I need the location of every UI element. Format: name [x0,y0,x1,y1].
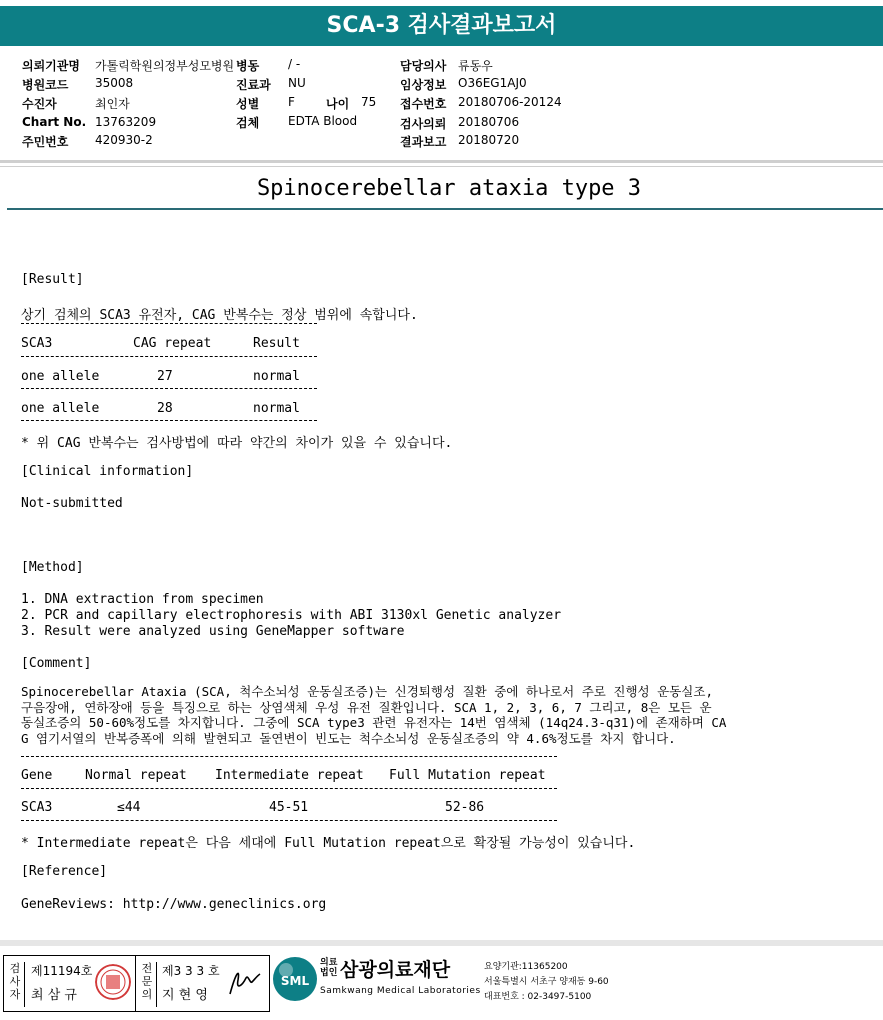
receipt-value: 20180706-20124 [458,95,562,109]
org-prefix-top: 의료 [320,958,338,968]
comment-line: G 염기서열의 반복증폭에 의해 발현되고 돌연변이 빈도는 척수소뇌성 운동실조증의 약 4.6%정도를 차지 합니다. [21,730,676,746]
method-step: 3. Result were analyzed using GeneMapper software [21,624,405,639]
comment-heading: [Comment] [21,656,92,671]
method-step: 1. DNA extraction from specimen [21,592,264,607]
sex-value: F [288,95,295,109]
hospital-code-label: 병원코드 [22,78,69,92]
column-header: CAG repeat [133,336,212,351]
tester-label: 검사자 [9,962,21,1001]
request-date-value: 20180706 [458,115,520,129]
patient-header [0,46,883,160]
department-value: NU [288,76,306,90]
divider [21,323,317,324]
department-label: 진료과 [236,78,271,92]
clinical-heading: [Clinical information] [21,464,194,479]
logo-text: SML [280,974,310,988]
divider [21,420,317,421]
clinical-info-label: 임상정보 [400,78,447,92]
reference-heading: [Reference] [21,864,108,879]
doctor-vertical-label [138,962,157,1007]
divider [21,788,557,789]
chart-value: 13763209 [95,115,157,129]
age-label: 나이 [326,97,350,111]
column-header: Gene [21,768,53,783]
tester-seal-icon [95,964,131,1000]
box-divider [135,956,136,1011]
institution-value: 가톨릭학원의정부성모병원 [95,59,235,73]
table-cell: one allele [21,369,100,384]
resident-id-value: 420930-2 [95,133,153,147]
org-prefix-bottom: 법인 [320,968,338,978]
doctor-license: 제3 3 3 호 [162,964,220,978]
footer-divider [0,940,883,946]
table-cell: normal [253,369,300,384]
patient-value: 최인자 [95,97,130,111]
report-date-label: 결과보고 [400,135,447,149]
table-cell: ≤44 [117,800,141,815]
specimen-label: 검체 [236,116,260,130]
doctor-signature-icon [224,962,264,1002]
ward-label: 병동 [236,59,260,73]
org-name-en: Samkwang Medical Laboratories [320,986,481,996]
receipt-label: 접수번호 [400,97,447,111]
method-heading: [Method] [21,560,84,575]
column-header: Result [253,336,300,351]
table-cell: 45-51 [269,800,309,815]
tester-vertical-label [6,962,25,1007]
tester-name: 최 삼 규 [31,988,77,1003]
org-phone: 대표번호 : 02-3497-5100 [484,992,592,1002]
report-title: SCA-3 검사결과보고서 [0,6,883,46]
org-code: 요양기관:11365200 [484,962,568,972]
divider [21,756,557,757]
clinical-text: Not-submitted [21,496,123,511]
patient-label: 수진자 [22,97,57,111]
divider [21,388,317,389]
column-header: Normal repeat [85,768,187,783]
column-header: Full Mutation repeat [389,768,546,783]
comment-line: 동실조증의 50-60%정도를 차지합니다. 그중에 SCA type3 관련 유전자는 14번 염색체 (14q24.3-q31)에 존재하며 CA [21,715,727,730]
doctor-sign-label: 전문의 [141,962,153,1001]
column-header: SCA3 [21,336,53,351]
ward-value: / - [288,57,301,71]
request-date-label: 검사의뢰 [400,117,447,131]
test-title: Spinocerebellar ataxia type 3 [256,176,642,201]
age-value: 75 [361,95,377,109]
hospital-code-value: 35008 [95,76,134,90]
divider [21,820,557,821]
chart-label: Chart No. [22,115,87,129]
result-summary: 상기 검체의 SCA3 유전자, CAG 반복수는 정상 범위에 속합니다. [21,308,418,323]
comment-line: Spinocerebellar Ataxia (SCA, 척수소뇌성 운동실조증)는 신경퇴행성 질환 중에 하나로서 주로 진행성 운동실조, [21,684,713,699]
report-date-value: 20180720 [458,133,520,147]
table-cell: 52-86 [445,800,485,815]
doctor-name: 지 현 영 [162,988,208,1003]
tester-license: 제11194호 [31,964,93,978]
institution-label: 의뢰기관명 [22,59,80,73]
org-prefix [320,958,337,978]
org-address: 서울특별시 서초구 양재동 9-60 [484,977,609,987]
org-name: 삼광의료재단 [340,959,451,981]
doctor-value: 류동우 [458,59,493,73]
sex-label: 성별 [236,97,260,111]
doctor-label: 담당의사 [400,59,447,73]
header-divider [0,160,883,163]
comment-paragraph [21,684,873,746]
title-underline [7,208,883,210]
table-cell: 28 [157,401,173,416]
table-cell: one allele [21,401,100,416]
resident-id-label: 주민번호 [22,135,69,149]
header-divider-thin [0,166,883,167]
result-note: * 위 CAG 반복수는 검사방법에 따라 약간의 차이가 있을 수 있습니다. [21,436,453,451]
method-step: 2. PCR and capillary electrophoresis with ABI 3130xl Genetic analyzer [21,608,562,623]
table-cell: normal [253,401,300,416]
signature-box [3,955,270,1012]
comment-line: 구음장애, 연하장애 등을 특징으로 하는 상염색체 우성 유전 질환입니다. SCA 1, 2, 3, 6, 7 그리고, 8은 모든 운 [21,699,712,715]
table-cell: 27 [157,369,173,384]
specimen-value: EDTA Blood [288,114,358,128]
clinical-info-value: O36EG1AJ0 [458,76,527,90]
column-header: Intermediate repeat [215,768,364,783]
comment-note: * Intermediate repeat은 다음 세대에 Full Mutation repeat으로 확장될 가능성이 있습니다. [21,836,636,851]
sml-logo-icon [272,956,318,1002]
result-heading: [Result] [21,272,84,287]
reference-link[interactable]: GeneReviews: http://www.geneclinics.org [21,897,327,912]
table-cell: SCA3 [21,800,53,815]
divider [21,356,317,357]
